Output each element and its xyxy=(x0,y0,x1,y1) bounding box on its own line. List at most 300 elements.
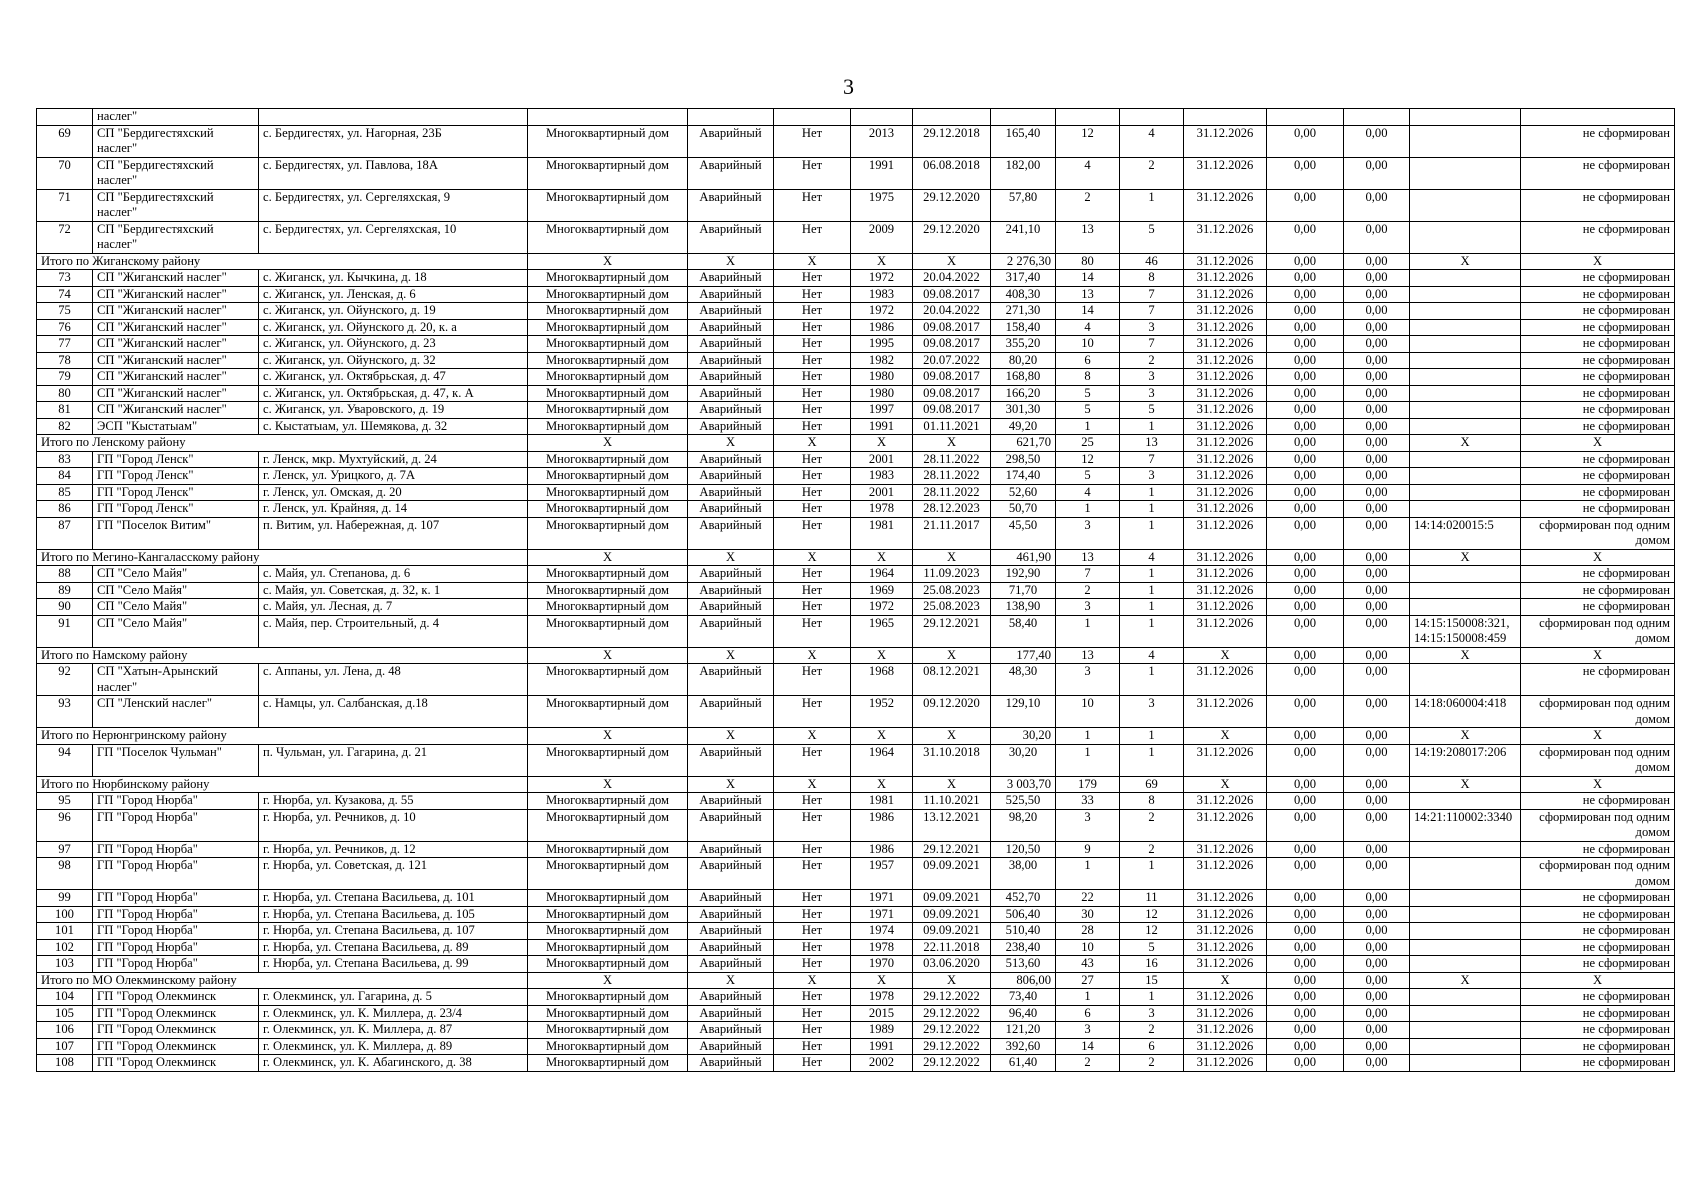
municipality-name: ГП "Город Ленск" xyxy=(93,501,259,518)
residents-count: 4 xyxy=(1056,319,1120,336)
building-type: Многоквартирный дом xyxy=(528,1022,688,1039)
build-year: 1980 xyxy=(851,385,913,402)
municipality-name: СП "Жиганский наслег" xyxy=(93,336,259,353)
planned-date: 31.12.2026 xyxy=(1184,369,1267,386)
table-row xyxy=(37,451,1675,468)
cost-b: 0,00 xyxy=(1344,319,1410,336)
recognition-date: 20.04.2022 xyxy=(913,303,991,320)
total-cost-a: 0,00 xyxy=(1267,728,1344,745)
cost-a: 0,00 xyxy=(1267,841,1344,858)
rooms-count: 1 xyxy=(1120,501,1184,518)
cost-b: 0,00 xyxy=(1344,858,1410,890)
cadastral-number xyxy=(1410,858,1521,890)
recognition-date: 09.09.2021 xyxy=(913,858,991,890)
land-plot-status: не сформирован xyxy=(1521,385,1675,402)
cost-b: 0,00 xyxy=(1344,286,1410,303)
land-plot-status: не сформирован xyxy=(1521,1022,1675,1039)
address: с. Жиганск, ул. Ойунского, д. 23 xyxy=(259,336,528,353)
address: г. Олекминск, ул. К. Абагинского, д. 38 xyxy=(259,1055,528,1072)
total-building-type: X xyxy=(528,253,688,270)
municipality-name: СП "Бердигестяхский наслег" xyxy=(93,221,259,253)
cadastral-number xyxy=(1410,890,1521,907)
table-row xyxy=(37,319,1675,336)
total-included: X xyxy=(774,549,851,566)
address: г. Нюрба, ул. Степана Васильева, д. 89 xyxy=(259,939,528,956)
land-plot-status: не сформирован xyxy=(1521,582,1675,599)
cadastral-number xyxy=(1410,1022,1521,1039)
area-value: 61,40 xyxy=(991,1055,1056,1072)
total-cadastral: X xyxy=(1410,253,1521,270)
total-area: 3 003,70 xyxy=(991,776,1056,793)
rooms-count: 8 xyxy=(1120,270,1184,287)
row-number: 87 xyxy=(37,517,93,549)
residents-count: 14 xyxy=(1056,270,1120,287)
condition-status: Аварийный xyxy=(688,906,774,923)
rooms-count: 7 xyxy=(1120,451,1184,468)
total-build-year: X xyxy=(851,435,913,452)
condition-status: Аварийный xyxy=(688,125,774,157)
recognition-date: 01.11.2021 xyxy=(913,418,991,435)
cost-b: 0,00 xyxy=(1344,793,1410,810)
total-area: 461,90 xyxy=(991,549,1056,566)
address: с. Бердигестях, ул. Сергеляхская, 10 xyxy=(259,221,528,253)
cost-a: 0,00 xyxy=(1267,484,1344,501)
area-value: 71,70 xyxy=(991,582,1056,599)
table-row xyxy=(37,939,1675,956)
address: г. Нюрба, ул. Кузакова, д. 55 xyxy=(259,793,528,810)
address: п. Витим, ул. Набережная, д. 107 xyxy=(259,517,528,549)
area-value: 513,60 xyxy=(991,956,1056,973)
cadastral-number xyxy=(1410,125,1521,157)
address: г. Нюрба, ул. Степана Васильева, д. 101 xyxy=(259,890,528,907)
included-flag: Нет xyxy=(774,451,851,468)
row-number: 89 xyxy=(37,582,93,599)
condition-status: Аварийный xyxy=(688,1038,774,1055)
build-year: 1991 xyxy=(851,157,913,189)
municipality-name: ГП "Город Нюрба" xyxy=(93,890,259,907)
building-type: Многоквартирный дом xyxy=(528,418,688,435)
condition-status: Аварийный xyxy=(688,841,774,858)
total-build-year: X xyxy=(851,776,913,793)
cost-b: 0,00 xyxy=(1344,1055,1410,1072)
planned-date: 31.12.2026 xyxy=(1184,599,1267,616)
total-planned-date: X xyxy=(1184,728,1267,745)
municipality-name: СП "Село Майя" xyxy=(93,599,259,616)
row-number: 93 xyxy=(37,696,93,728)
address: г. Ленск, мкр. Мухтуйский, д. 24 xyxy=(259,451,528,468)
condition-status: Аварийный xyxy=(688,599,774,616)
municipality-name: ГП "Город Нюрба" xyxy=(93,809,259,841)
total-planned-date: 31.12.2026 xyxy=(1184,435,1267,452)
total-building-type: X xyxy=(528,435,688,452)
total-condition: X xyxy=(688,776,774,793)
included-flag: Нет xyxy=(774,336,851,353)
build-year: 1965 xyxy=(851,615,913,647)
cost-b: 0,00 xyxy=(1344,809,1410,841)
rooms-count xyxy=(1120,109,1184,126)
area-value: 49,20 xyxy=(991,418,1056,435)
building-type: Многоквартирный дом xyxy=(528,793,688,810)
planned-date xyxy=(1184,109,1267,126)
area-value: 30,20 xyxy=(991,744,1056,776)
residents-count: 5 xyxy=(1056,402,1120,419)
municipality-name: ГП "Город Олекминск xyxy=(93,1055,259,1072)
table-row xyxy=(37,1005,1675,1022)
building-type: Многоквартирный дом xyxy=(528,484,688,501)
building-type: Многоквартирный дом xyxy=(528,468,688,485)
row-number: 91 xyxy=(37,615,93,647)
address: с. Бердигестях, ул. Сергеляхская, 9 xyxy=(259,189,528,221)
table-row xyxy=(37,989,1675,1006)
included-flag: Нет xyxy=(774,189,851,221)
total-residents: 13 xyxy=(1056,549,1120,566)
area-value: 506,40 xyxy=(991,906,1056,923)
building-type: Многоквартирный дом xyxy=(528,221,688,253)
total-cost-b: 0,00 xyxy=(1344,972,1410,989)
cost-a: 0,00 xyxy=(1267,221,1344,253)
building-type: Многоквартирный дом xyxy=(528,157,688,189)
building-type: Многоквартирный дом xyxy=(528,582,688,599)
building-type: Многоквартирный дом xyxy=(528,303,688,320)
municipality-name: ГП "Город Нюрба" xyxy=(93,956,259,973)
included-flag: Нет xyxy=(774,125,851,157)
table-row xyxy=(37,270,1675,287)
land-plot-status: сформирован под одним домом xyxy=(1521,858,1675,890)
total-recognition-date: X xyxy=(913,972,991,989)
residents-count: 28 xyxy=(1056,923,1120,940)
included-flag: Нет xyxy=(774,582,851,599)
row-number: 86 xyxy=(37,501,93,518)
build-year: 2001 xyxy=(851,484,913,501)
municipality-name: СП "Село Майя" xyxy=(93,615,259,647)
total-recognition-date: X xyxy=(913,728,991,745)
total-cadastral: X xyxy=(1410,728,1521,745)
rooms-count: 1 xyxy=(1120,858,1184,890)
included-flag: Нет xyxy=(774,696,851,728)
cadastral-number xyxy=(1410,451,1521,468)
condition-status: Аварийный xyxy=(688,369,774,386)
total-planned-date: X xyxy=(1184,776,1267,793)
total-building-type: X xyxy=(528,776,688,793)
condition-status: Аварийный xyxy=(688,385,774,402)
building-type: Многоквартирный дом xyxy=(528,939,688,956)
municipality-name: СП "Село Майя" xyxy=(93,582,259,599)
condition-status: Аварийный xyxy=(688,189,774,221)
building-type: Многоквартирный дом xyxy=(528,352,688,369)
cost-a: 0,00 xyxy=(1267,582,1344,599)
land-plot-status: не сформирован xyxy=(1521,303,1675,320)
planned-date: 31.12.2026 xyxy=(1184,566,1267,583)
page-number: 3 xyxy=(843,74,854,99)
residents-count: 5 xyxy=(1056,385,1120,402)
residents-count: 14 xyxy=(1056,1038,1120,1055)
cost-a: 0,00 xyxy=(1267,286,1344,303)
municipality-name: ГП "Город Нюрба" xyxy=(93,923,259,940)
condition-status: Аварийный xyxy=(688,793,774,810)
area-value: 182,00 xyxy=(991,157,1056,189)
area-value: 38,00 xyxy=(991,858,1056,890)
rooms-count: 11 xyxy=(1120,890,1184,907)
included-flag: Нет xyxy=(774,1038,851,1055)
total-land-plot: X xyxy=(1521,728,1675,745)
total-cost-b: 0,00 xyxy=(1344,776,1410,793)
cadastral-number xyxy=(1410,793,1521,810)
cost-a: 0,00 xyxy=(1267,1038,1344,1055)
residents-count: 1 xyxy=(1056,418,1120,435)
included-flag: Нет xyxy=(774,890,851,907)
cost-a: 0,00 xyxy=(1267,793,1344,810)
recognition-date: 29.12.2018 xyxy=(913,125,991,157)
continuation-row xyxy=(37,109,1675,126)
land-plot-status: не сформирован xyxy=(1521,336,1675,353)
included-flag: Нет xyxy=(774,744,851,776)
residents-count: 1 xyxy=(1056,989,1120,1006)
table-row xyxy=(37,336,1675,353)
cost-a: 0,00 xyxy=(1267,939,1344,956)
included-flag: Нет xyxy=(774,157,851,189)
building-type: Многоквартирный дом xyxy=(528,906,688,923)
table-body xyxy=(37,109,1675,1072)
building-type: Многоквартирный дом xyxy=(528,664,688,696)
cadastral-number xyxy=(1410,385,1521,402)
area-value: 298,50 xyxy=(991,451,1056,468)
table-row xyxy=(37,793,1675,810)
table-row xyxy=(37,484,1675,501)
rooms-count: 7 xyxy=(1120,336,1184,353)
planned-date: 31.12.2026 xyxy=(1184,809,1267,841)
recognition-date xyxy=(913,109,991,126)
municipality-name: ГП "Город Ленск" xyxy=(93,451,259,468)
row-number: 95 xyxy=(37,793,93,810)
municipality-name: СП "Ленский наслег" xyxy=(93,696,259,728)
address: с. Намцы, ул. Салбанская, д.18 xyxy=(259,696,528,728)
cost-b: 0,00 xyxy=(1344,157,1410,189)
build-year: 2015 xyxy=(851,1005,913,1022)
cost-a: 0,00 xyxy=(1267,1005,1344,1022)
total-condition: X xyxy=(688,253,774,270)
total-rooms: 4 xyxy=(1120,549,1184,566)
included-flag: Нет xyxy=(774,402,851,419)
recognition-date: 09.08.2017 xyxy=(913,319,991,336)
cost-b: 0,00 xyxy=(1344,939,1410,956)
table-row xyxy=(37,615,1675,647)
included-flag: Нет xyxy=(774,385,851,402)
included-flag: Нет xyxy=(774,858,851,890)
municipality-name: ГП "Город Ленск" xyxy=(93,468,259,485)
municipality-name: СП "Жиганский наслег" xyxy=(93,319,259,336)
total-included: X xyxy=(774,435,851,452)
address: г. Олекминск, ул. Гагарина, д. 5 xyxy=(259,989,528,1006)
row-number: 72 xyxy=(37,221,93,253)
recognition-date: 11.10.2021 xyxy=(913,793,991,810)
planned-date: 31.12.2026 xyxy=(1184,125,1267,157)
address: с. Майя, пер. Строительный, д. 4 xyxy=(259,615,528,647)
residents-count: 13 xyxy=(1056,286,1120,303)
area-value: 392,60 xyxy=(991,1038,1056,1055)
total-residents: 27 xyxy=(1056,972,1120,989)
cadastral-number xyxy=(1410,1055,1521,1072)
cost-a: 0,00 xyxy=(1267,1055,1344,1072)
municipality-name: СП "Жиганский наслег" xyxy=(93,352,259,369)
table-row xyxy=(37,809,1675,841)
condition-status: Аварийный xyxy=(688,696,774,728)
cost-a: 0,00 xyxy=(1267,125,1344,157)
land-plot-status: не сформирован xyxy=(1521,939,1675,956)
cost-a: 0,00 xyxy=(1267,402,1344,419)
condition-status: Аварийный xyxy=(688,939,774,956)
land-plot-status: не сформирован xyxy=(1521,956,1675,973)
recognition-date: 28.12.2023 xyxy=(913,501,991,518)
municipality-name: ГП "Поселок Витим" xyxy=(93,517,259,549)
row-number: 100 xyxy=(37,906,93,923)
area-value: 355,20 xyxy=(991,336,1056,353)
build-year: 1969 xyxy=(851,582,913,599)
cadastral-number xyxy=(1410,402,1521,419)
total-recognition-date: X xyxy=(913,647,991,664)
recognition-date: 09.09.2021 xyxy=(913,906,991,923)
total-residents: 80 xyxy=(1056,253,1120,270)
cost-a: 0,00 xyxy=(1267,696,1344,728)
municipality-name: ГП "Город Нюрба" xyxy=(93,939,259,956)
included-flag: Нет xyxy=(774,599,851,616)
residents-count: 33 xyxy=(1056,793,1120,810)
planned-date: 31.12.2026 xyxy=(1184,352,1267,369)
rooms-count: 3 xyxy=(1120,319,1184,336)
cadastral-number xyxy=(1410,923,1521,940)
condition-status: Аварийный xyxy=(688,286,774,303)
build-year: 2009 xyxy=(851,221,913,253)
condition-status: Аварийный xyxy=(688,319,774,336)
build-year: 1997 xyxy=(851,402,913,419)
included-flag: Нет xyxy=(774,841,851,858)
total-rooms: 13 xyxy=(1120,435,1184,452)
condition-status: Аварийный xyxy=(688,157,774,189)
planned-date: 31.12.2026 xyxy=(1184,923,1267,940)
cost-b: 0,00 xyxy=(1344,841,1410,858)
rooms-count: 3 xyxy=(1120,369,1184,386)
total-land-plot: X xyxy=(1521,253,1675,270)
rooms-count: 8 xyxy=(1120,793,1184,810)
table-row xyxy=(37,352,1675,369)
build-year: 1989 xyxy=(851,1022,913,1039)
total-planned-date: 31.12.2026 xyxy=(1184,253,1267,270)
total-included: X xyxy=(774,728,851,745)
area-value: 52,60 xyxy=(991,484,1056,501)
cost-a: 0,00 xyxy=(1267,1022,1344,1039)
cadastral-number xyxy=(1410,566,1521,583)
cost-b: 0,00 xyxy=(1344,599,1410,616)
table-row xyxy=(37,369,1675,386)
table-row xyxy=(37,221,1675,253)
cost-b: 0,00 xyxy=(1344,189,1410,221)
district-total-row xyxy=(37,647,1675,664)
row-number: 106 xyxy=(37,1022,93,1039)
cadastral-number xyxy=(1410,157,1521,189)
address: с. Жиганск, ул. Октябрьская, д. 47 xyxy=(259,369,528,386)
cadastral-number xyxy=(1410,582,1521,599)
included-flag: Нет xyxy=(774,664,851,696)
municipality-name: СП "Жиганский наслег" xyxy=(93,270,259,287)
area-value: 301,30 xyxy=(991,402,1056,419)
condition-status: Аварийный xyxy=(688,956,774,973)
municipality-name: ГП "Город Нюрба" xyxy=(93,906,259,923)
cost-a: 0,00 xyxy=(1267,270,1344,287)
building-type: Многоквартирный дом xyxy=(528,319,688,336)
cadastral-number xyxy=(1410,319,1521,336)
total-condition: X xyxy=(688,435,774,452)
planned-date: 31.12.2026 xyxy=(1184,221,1267,253)
rooms-count: 1 xyxy=(1120,582,1184,599)
land-plot-status: не сформирован xyxy=(1521,989,1675,1006)
rooms-count: 2 xyxy=(1120,157,1184,189)
address xyxy=(259,109,528,126)
cadastral-number xyxy=(1410,336,1521,353)
row-number: 108 xyxy=(37,1055,93,1072)
residents-count: 3 xyxy=(1056,809,1120,841)
table-row xyxy=(37,744,1675,776)
build-year: 1972 xyxy=(851,303,913,320)
included-flag: Нет xyxy=(774,989,851,1006)
land-plot-status: не сформирован xyxy=(1521,369,1675,386)
included-flag: Нет xyxy=(774,484,851,501)
address: с. Жиганск, ул. Ойунского, д. 19 xyxy=(259,303,528,320)
rooms-count: 7 xyxy=(1120,286,1184,303)
cost-b: 0,00 xyxy=(1344,369,1410,386)
included-flag: Нет xyxy=(774,939,851,956)
district-total-label: Итого по Жиганскому району xyxy=(37,253,528,270)
address: с. Бердигестях, ул. Павлова, 18А xyxy=(259,157,528,189)
total-cost-b: 0,00 xyxy=(1344,549,1410,566)
area-value: 241,10 xyxy=(991,221,1056,253)
row-number: 76 xyxy=(37,319,93,336)
rooms-count: 1 xyxy=(1120,484,1184,501)
rooms-count: 3 xyxy=(1120,468,1184,485)
table-row xyxy=(37,582,1675,599)
land-plot-status: сформирован под одним домом xyxy=(1521,744,1675,776)
cadastral-number: 14:19:208017:206 xyxy=(1410,744,1521,776)
build-year: 1986 xyxy=(851,841,913,858)
municipality-name: СП "Жиганский наслег" xyxy=(93,369,259,386)
cost-b: 0,00 xyxy=(1344,923,1410,940)
included-flag: Нет xyxy=(774,566,851,583)
total-land-plot: X xyxy=(1521,776,1675,793)
area-value: 57,80 xyxy=(991,189,1056,221)
area-value: 80,20 xyxy=(991,352,1056,369)
total-condition: X xyxy=(688,647,774,664)
total-cadastral: X xyxy=(1410,435,1521,452)
total-cost-a: 0,00 xyxy=(1267,972,1344,989)
cadastral-number: 14:18:060004:418 xyxy=(1410,696,1521,728)
condition-status: Аварийный xyxy=(688,664,774,696)
address: с. Жиганск, ул. Уваровского, д. 19 xyxy=(259,402,528,419)
build-year: 2002 xyxy=(851,1055,913,1072)
residents-count: 2 xyxy=(1056,582,1120,599)
rooms-count: 1 xyxy=(1120,566,1184,583)
address: г. Ленск, ул. Омская, д. 20 xyxy=(259,484,528,501)
total-condition: X xyxy=(688,549,774,566)
total-rooms: 15 xyxy=(1120,972,1184,989)
address: с. Жиганск, ул. Ойунского д. 20, к. а xyxy=(259,319,528,336)
table-row xyxy=(37,189,1675,221)
land-plot-status xyxy=(1521,109,1675,126)
planned-date: 31.12.2026 xyxy=(1184,793,1267,810)
address: с. Майя, ул. Советская, д. 32, к. 1 xyxy=(259,582,528,599)
area-value: 166,20 xyxy=(991,385,1056,402)
land-plot-status: не сформирован xyxy=(1521,451,1675,468)
total-build-year: X xyxy=(851,253,913,270)
cost-a: 0,00 xyxy=(1267,385,1344,402)
land-plot-status: не сформирован xyxy=(1521,352,1675,369)
